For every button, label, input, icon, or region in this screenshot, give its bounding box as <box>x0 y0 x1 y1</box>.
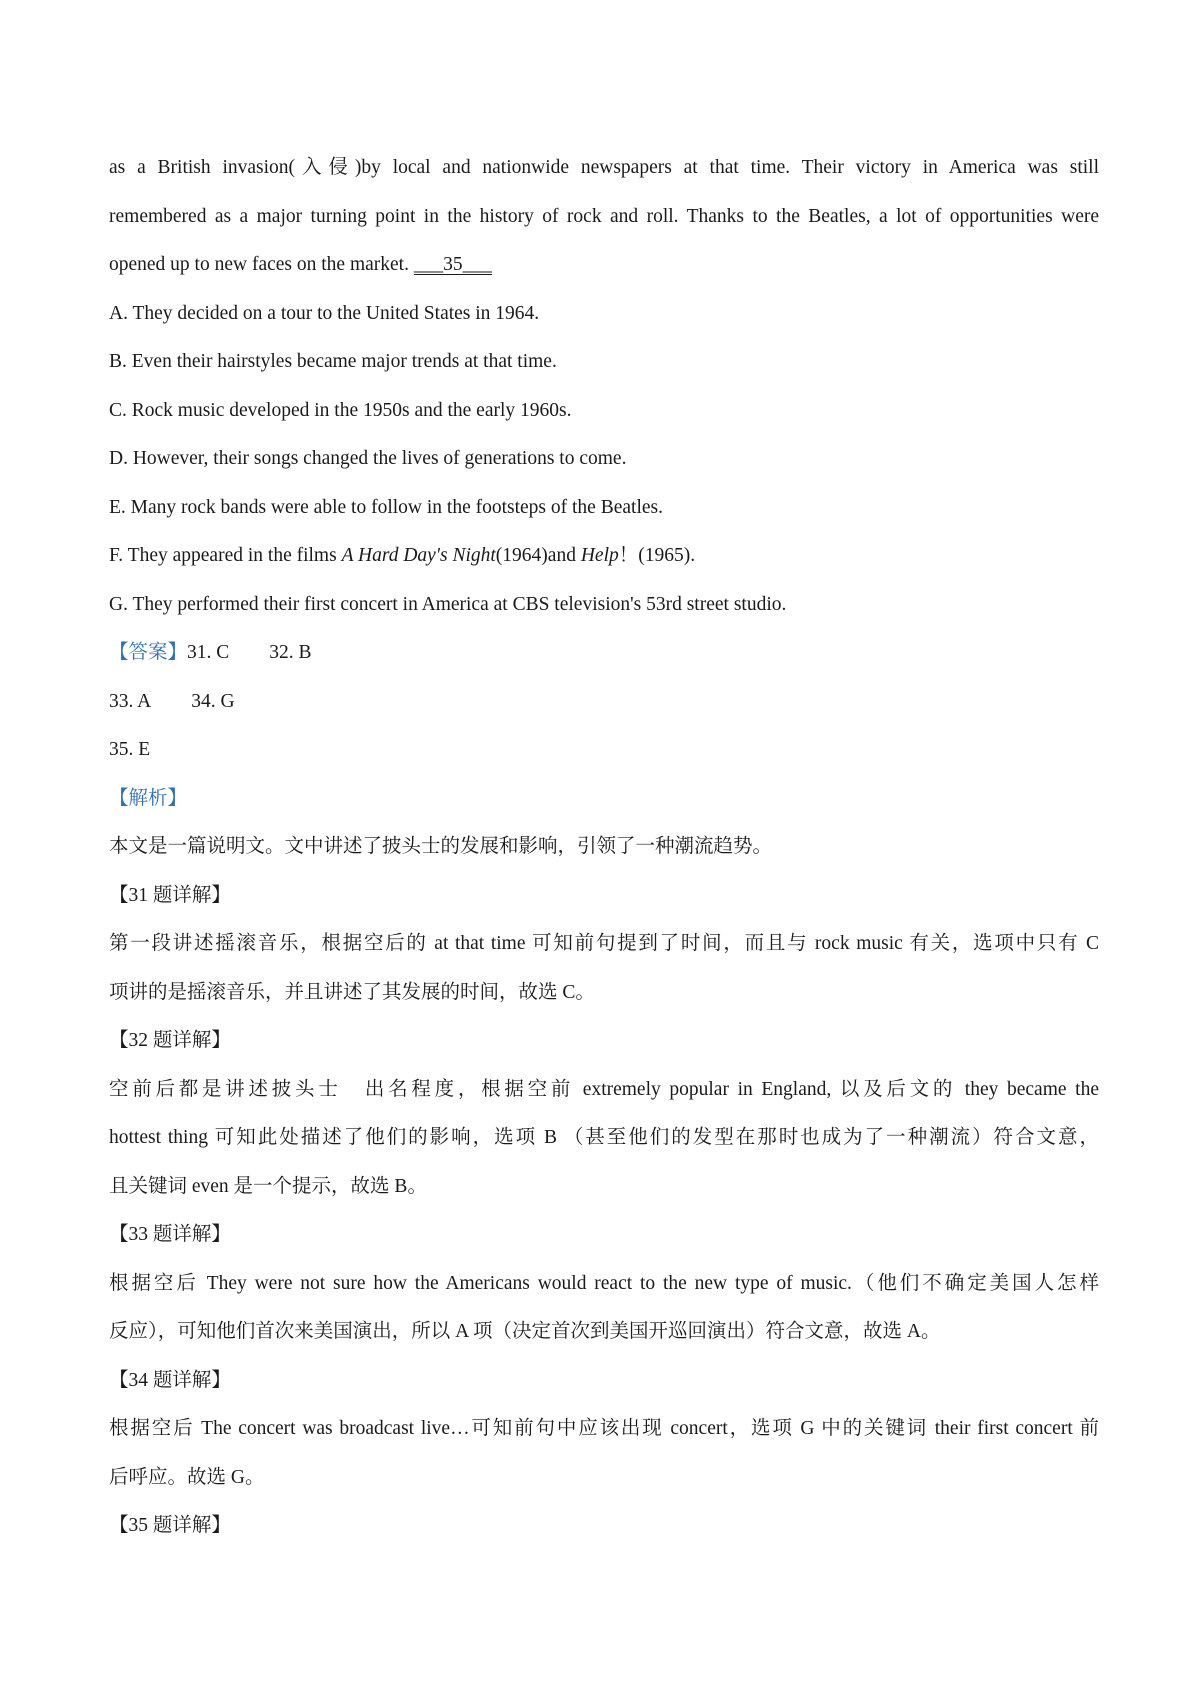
answer-label: 【答案】 <box>109 642 188 663</box>
q34-heading: 【34 题详解】 <box>109 1369 231 1391</box>
q32-explanation: 空前后都是讲述披头士 出名程度，根据空前 extremely popular in England, 以及后文的 they became the <box>109 1078 1099 1100</box>
q32-heading: 【32 题详解】 <box>109 1030 231 1051</box>
option-b: B. Even their hairstyles became major trends at that time. <box>109 351 557 372</box>
q33-explanation: 根据空后 They were not sure how the Americans would react to the new type of music.（他们不确定美国人怎样 <box>109 1272 1099 1294</box>
film-title-2: Help <box>580 545 619 566</box>
q31-explanation: 第一段讲述摇滚音乐，根据空后的 at that time 可知前句提到了时间，而且与 rock music 有关，选项中只有 C <box>109 933 1099 954</box>
answer-line <box>109 629 1099 678</box>
document-body <box>109 144 1099 1551</box>
q31-explanation: 项讲的是摇滚音乐，并且讲述了其发展的时间，故选 C。 <box>109 981 595 1003</box>
answer-32: 32. B <box>269 642 312 663</box>
film-title-1: A Hard Day's Night <box>341 545 496 566</box>
q33-explanation: 反应），可知他们首次来美国演出，所以 A 项（决定首次到美国开巡回演出）符合文意，故选 A。 <box>109 1321 941 1342</box>
answer-31: 31. C <box>187 642 230 663</box>
option-f-prefix: F. They appeared in the films <box>109 545 342 566</box>
q33-heading: 【33 题详解】 <box>109 1224 231 1245</box>
q32-explanation: hottest thing 可知此处描述了他们的影响，选项 B （甚至他们的发型在那时也成为了一种潮流）符合文意， <box>109 1127 1099 1148</box>
answer-35: 35. E <box>109 739 151 760</box>
option-f <box>109 532 1099 581</box>
option-a: A. They decided on a tour to the United States in 1964. <box>109 302 540 324</box>
answer-line <box>109 678 1099 727</box>
answer-33: 33. A <box>109 690 152 712</box>
answer-blank-35: ___35___ <box>413 254 492 275</box>
q34-explanation: 根据空后 The concert was broadcast live…可知前句中应该出现 concert，选项 G 中的关键词 their first concert 前 <box>109 1418 1099 1439</box>
q35-heading: 【35 题详解】 <box>109 1515 231 1536</box>
passage-text: opened up to new faces on the market. <box>109 254 414 275</box>
passage-line: as a British invasion(入侵)by local and nationwide newspapers at that time. Their victory in America was still <box>109 157 1099 178</box>
q31-heading: 【31 题详解】 <box>109 884 231 906</box>
option-f-suffix: ！(1965). <box>618 545 696 566</box>
q34-explanation: 后呼应。故选 G。 <box>109 1466 265 1488</box>
option-g: G. They performed their first concert in America at CBS television's 53rd street studio. <box>109 593 787 615</box>
option-d: D. However, their songs changed the lives of generations to come. <box>109 448 627 469</box>
passage-line <box>109 241 1099 290</box>
analysis-label: 【解析】 <box>109 787 188 809</box>
option-c: C. Rock music developed in the 1950s and the early 1960s. <box>109 399 572 421</box>
passage-line: remembered as a major turning point in the history of rock and roll. Thanks to the Beatles, a lot of opportunities were <box>109 205 1099 227</box>
option-f-mid: (1964)and <box>495 545 581 566</box>
option-e: E. Many rock bands were able to follow in the footsteps of the Beatles. <box>109 496 663 518</box>
q32-explanation: 且关键词 even 是一个提示，故选 B。 <box>109 1175 427 1197</box>
answer-34: 34. G <box>191 690 235 712</box>
analysis-summary: 本文是一篇说明文。文中讲述了披头士的发展和影响，引领了一种潮流趋势。 <box>109 836 773 857</box>
